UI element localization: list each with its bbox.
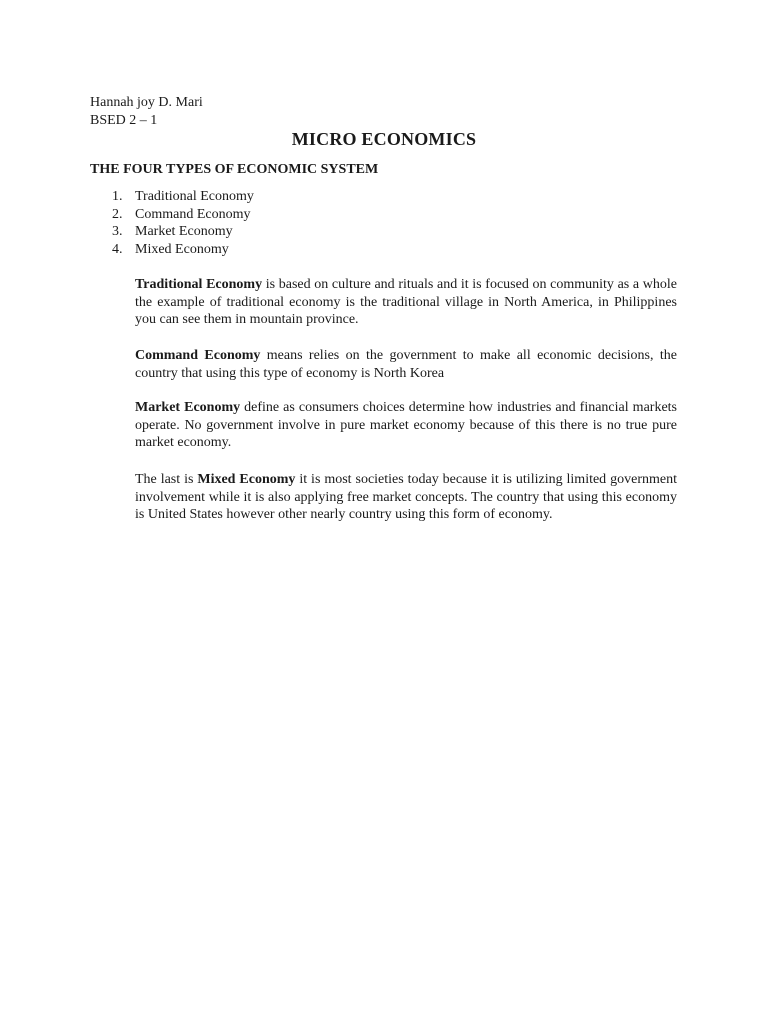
term-traditional-economy: Traditional Economy — [135, 277, 263, 292]
document-header — [90, 94, 203, 130]
paragraph-text: define as consumers choices determine how industries and financial markets operate. No government involve in pure market economy because of this there is no true pure market economy. — [135, 400, 677, 451]
market-economy-paragraph — [135, 399, 677, 452]
list-number: 4. — [112, 241, 123, 257]
list-number: 2. — [112, 206, 123, 222]
list-item — [90, 241, 254, 259]
list-item-label: Command Economy — [135, 206, 251, 222]
traditional-economy-paragraph — [135, 276, 677, 329]
list-number: 1. — [112, 189, 123, 204]
paragraph-lead: The last is — [135, 472, 198, 487]
document-title: MICRO ECONOMICS — [291, 129, 477, 149]
term-command-economy: Command Economy — [135, 348, 261, 363]
term-market-economy: Market Economy — [135, 400, 241, 415]
economy-types-list — [90, 188, 254, 258]
class-section: BSED 2 – 1 — [90, 113, 158, 128]
list-number: 3. — [112, 224, 123, 240]
mixed-economy-paragraph — [135, 471, 677, 524]
list-item-label: Mixed Economy — [135, 241, 229, 257]
list-item — [90, 206, 254, 224]
author-name: Hannah joy D. Mari — [90, 95, 203, 110]
paragraph-text: means relies on the government to make all economic decisions, the country that using this type of economy is North Korea — [135, 348, 677, 381]
section-heading: THE FOUR TYPES OF ECONOMIC SYSTEM — [90, 162, 379, 177]
list-item-label: Traditional Economy — [135, 189, 254, 204]
list-item-label: Market Economy — [135, 224, 233, 240]
paragraph-text: is based on culture and rituals and it is focused on community as a whole the example of traditional economy is the traditional village in North America, in Philippines you can see them in mountain province. — [135, 277, 677, 328]
paragraph-text: it is most societies today because it is utilizing limited government involvement while it is also applying free market concepts. The country that using this economy is United States however other nearly country using this form of economy. — [135, 472, 677, 523]
command-economy-paragraph — [135, 347, 677, 382]
list-item — [90, 188, 254, 206]
term-mixed-economy: Mixed Economy — [197, 472, 296, 487]
list-item — [90, 223, 254, 241]
